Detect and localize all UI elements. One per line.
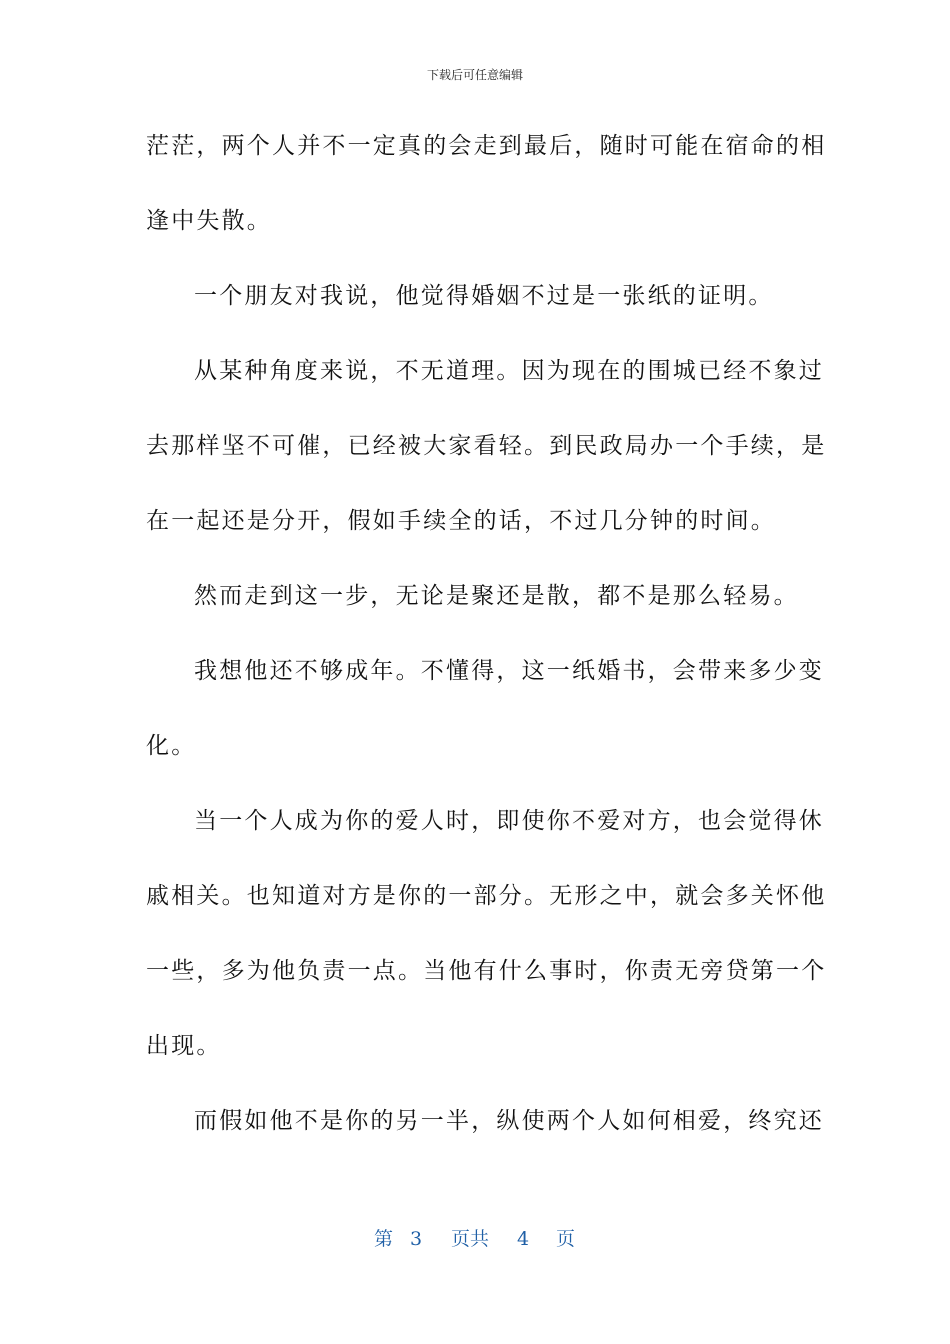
text-line: 茫茫，两个人并不一定真的会走到最后，随时可能在宿命的相 [146, 133, 827, 159]
current-page-number: 3 [410, 1228, 423, 1250]
text-line: 去那样坚不可催，已经被大家看轻。到民政局办一个手续，是 [146, 433, 827, 459]
page-label-prefix: 第 [374, 1228, 394, 1250]
text-line: 逢中失散。 [146, 208, 272, 234]
text-line: 戚相关。也知道对方是你的一部分。无形之中，就会多关怀他 [146, 883, 827, 909]
paragraph-start-line: 当一个人成为你的爱人时，即使你不爱对方，也会觉得休 [194, 808, 824, 834]
page-header-note: 下载后可任意编辑 [426, 68, 523, 82]
paragraph-start-line: 从某种角度来说，不无道理。因为现在的围城已经不象过 [194, 358, 824, 384]
text-line: 一些，多为他负责一点。当他有什么事时，你责无旁贷第一个 [146, 958, 827, 984]
text-line: 化。 [146, 733, 197, 759]
total-pages-number: 4 [517, 1228, 530, 1250]
paragraph-start-line: 一个朋友对我说，他觉得婚姻不过是一张纸的证明。 [194, 283, 774, 309]
paragraph-start-line: 而假如他不是你的另一半，纵使两个人如何相爱，终究还 [194, 1108, 824, 1134]
page-label-suffix: 页 [556, 1228, 576, 1250]
text-line: 出现。 [146, 1033, 222, 1059]
page-label-middle: 页共 [451, 1228, 490, 1250]
paragraph-start-line: 然而走到这一步，无论是聚还是散，都不是那么轻易。 [194, 583, 799, 609]
document-body [146, 121, 827, 1171]
page-number-footer [0, 1226, 950, 1256]
text-line: 在一起还是分开，假如手续全的话，不过几分钟的时间。 [146, 508, 776, 534]
paragraph-start-line: 我想他还不够成年。不懂得，这一纸婚书，会带来多少变 [194, 658, 824, 684]
